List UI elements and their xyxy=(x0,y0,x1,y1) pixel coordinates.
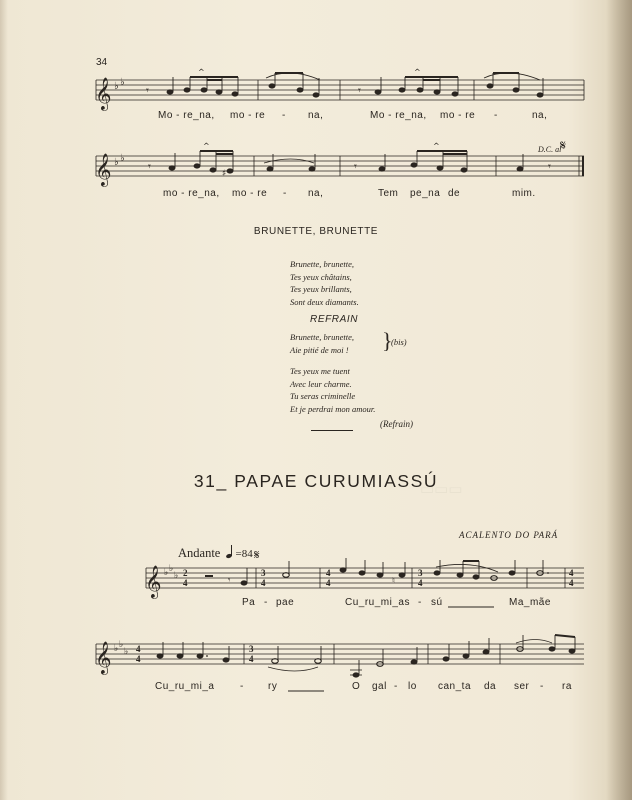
bleed-through: ▭▭▭ xyxy=(420,481,463,498)
lyric-syllable: lo xyxy=(408,681,417,692)
lyric-syllable: da xyxy=(484,681,497,692)
treble-clef-icon: 𝄞 xyxy=(95,153,112,186)
lyric-syllable: Tem xyxy=(378,188,399,199)
melisma-line xyxy=(288,689,328,693)
svg-text:𝄾: 𝄾 xyxy=(148,160,151,173)
svg-text:4: 4 xyxy=(326,578,331,588)
lyric-syllable: O xyxy=(352,681,361,692)
refrain-heading: REFRAIN xyxy=(310,314,359,325)
poem-title: BRUNETTE, BRUNETTE xyxy=(253,226,379,237)
lyric-syllable: pe_na xyxy=(410,188,441,199)
svg-text:4: 4 xyxy=(249,654,254,664)
svg-text:𝄾: 𝄾 xyxy=(354,160,357,173)
svg-text:4: 4 xyxy=(136,644,141,654)
lyric-syllable: - xyxy=(283,188,287,199)
verse-line: Sont deux diamants. xyxy=(290,296,359,307)
svg-text:^: ^ xyxy=(433,142,440,151)
lyric-syllable: - xyxy=(394,681,398,692)
flat-icon: ♭ xyxy=(114,644,119,654)
verse-line: Tes yeux brillants, xyxy=(290,284,352,294)
verse-line: Tes yeux me tuent xyxy=(290,366,350,376)
lyric-syllable: ry xyxy=(268,681,278,692)
lyric-syllable: Mo - re_na, xyxy=(158,110,215,121)
flat-icon: ♭ xyxy=(120,153,125,164)
flat-icon: ♭ xyxy=(169,564,174,574)
refrain-stanza xyxy=(290,331,354,356)
lyric-syllable: Cu_ru_mi_as xyxy=(345,597,410,608)
lyric-syllable: mim. xyxy=(512,188,536,199)
svg-text:^: ^ xyxy=(414,68,421,77)
svg-text:𝄾: 𝄾 xyxy=(358,84,361,97)
flat-icon: ♭ xyxy=(164,568,169,578)
flat-icon: ♭ xyxy=(120,77,125,88)
svg-text:4: 4 xyxy=(569,578,574,588)
svg-text:4: 4 xyxy=(569,568,574,578)
segno-icon: 𝄋 xyxy=(254,548,260,563)
lyric-syllable: na, xyxy=(308,188,324,199)
lyric-syllable: ra xyxy=(562,681,572,692)
svg-text:^: ^ xyxy=(198,68,205,77)
lyric-syllable: can_ta xyxy=(438,681,472,692)
verse-line: Tu seras criminelle xyxy=(290,391,356,401)
refrain-reference: (Refrain) xyxy=(380,419,413,429)
flat-icon: ♭ xyxy=(124,647,129,657)
treble-clef-icon: 𝄞 xyxy=(95,641,112,674)
page-number: 34 xyxy=(96,57,108,68)
lyric-syllable: - xyxy=(494,110,498,121)
lyric-syllable: sú xyxy=(431,597,443,608)
lyric-syllable: na, xyxy=(308,110,324,121)
lyric-syllable: - xyxy=(540,681,544,692)
lyric-syllable: de xyxy=(448,188,461,199)
bis-marker: (bis) xyxy=(391,337,407,347)
svg-text:𝄾: 𝄾 xyxy=(146,84,149,97)
svg-text:3: 3 xyxy=(249,644,254,654)
treble-clef-icon: 𝄞 xyxy=(95,77,112,110)
svg-text:4: 4 xyxy=(261,578,266,588)
svg-text:𝄾: 𝄾 xyxy=(228,576,231,586)
svg-text:♯: ♯ xyxy=(222,169,227,179)
poem-stanza-1 xyxy=(290,258,359,308)
svg-text:4: 4 xyxy=(326,568,331,578)
verse-line: Brunette, brunette, xyxy=(290,332,354,342)
lyric-syllable: gal xyxy=(372,681,387,692)
lyric-syllable: na, xyxy=(532,110,548,121)
brace-icon: } xyxy=(382,328,393,353)
lyric-syllable: - xyxy=(264,597,268,608)
section-divider xyxy=(311,430,353,431)
melisma-line xyxy=(448,605,498,609)
tempo-value: =84 xyxy=(235,548,253,560)
verse-line: Tes yeux châtains, xyxy=(290,271,352,282)
lyric-syllable: Cu_ru_mi_a xyxy=(155,681,215,692)
svg-text:4: 4 xyxy=(183,578,188,588)
tempo-label: Andante xyxy=(178,546,221,560)
lyric-syllable: - xyxy=(282,110,286,121)
flat-icon: ♭ xyxy=(114,81,119,92)
lyric-syllable: mo - re xyxy=(230,110,266,121)
verse-line: Brunette, brunette, xyxy=(290,259,354,269)
svg-text:3: 3 xyxy=(261,568,266,578)
song-subtitle: ACALENTO DO PARÁ xyxy=(459,530,559,540)
svg-text:4: 4 xyxy=(136,654,141,664)
lyric-syllable: Ma_mãe xyxy=(509,597,551,608)
song-title: 31_ PAPAE CURUMIASSÚ xyxy=(193,471,439,491)
segno-icon: 𝄋 xyxy=(560,138,567,154)
svg-text:♮: ♮ xyxy=(392,576,395,585)
quarter-note-icon xyxy=(226,546,235,558)
svg-text:4: 4 xyxy=(418,578,423,588)
verse-line: Avec leur charme. xyxy=(290,378,352,389)
treble-clef-icon: 𝄞 xyxy=(145,565,162,598)
flat-icon: ♭ xyxy=(174,571,179,581)
lyric-syllable: mo - re xyxy=(440,110,476,121)
lyric-syllable: pae xyxy=(276,597,295,608)
verse-line: Aie pitié de moi ! xyxy=(290,344,349,355)
lyric-syllable: - xyxy=(418,597,422,608)
svg-text:𝄾: 𝄾 xyxy=(548,160,551,173)
lyric-syllable: ser xyxy=(514,681,530,692)
music-staff-system-3 xyxy=(0,558,632,618)
lyric-syllable: Pa xyxy=(242,597,256,608)
music-staff-system-4 xyxy=(0,634,632,694)
flat-icon: ♭ xyxy=(119,640,124,650)
svg-text:^: ^ xyxy=(203,142,210,151)
lyric-syllable: mo - re xyxy=(232,188,268,199)
flat-icon: ♭ xyxy=(114,157,119,168)
poem-stanza-2 xyxy=(290,365,375,415)
svg-text:2: 2 xyxy=(183,568,188,578)
lyric-syllable: mo - re_na, xyxy=(163,188,220,199)
dc-al-segno-text: D.C. al xyxy=(538,145,562,154)
lyric-syllable: Mo - re_na, xyxy=(370,110,427,121)
verse-line: Et je perdrai mon amour. xyxy=(290,403,376,414)
music-staff-system-1 xyxy=(0,70,632,130)
lyric-syllable: - xyxy=(240,681,244,692)
svg-text:3: 3 xyxy=(418,568,423,578)
